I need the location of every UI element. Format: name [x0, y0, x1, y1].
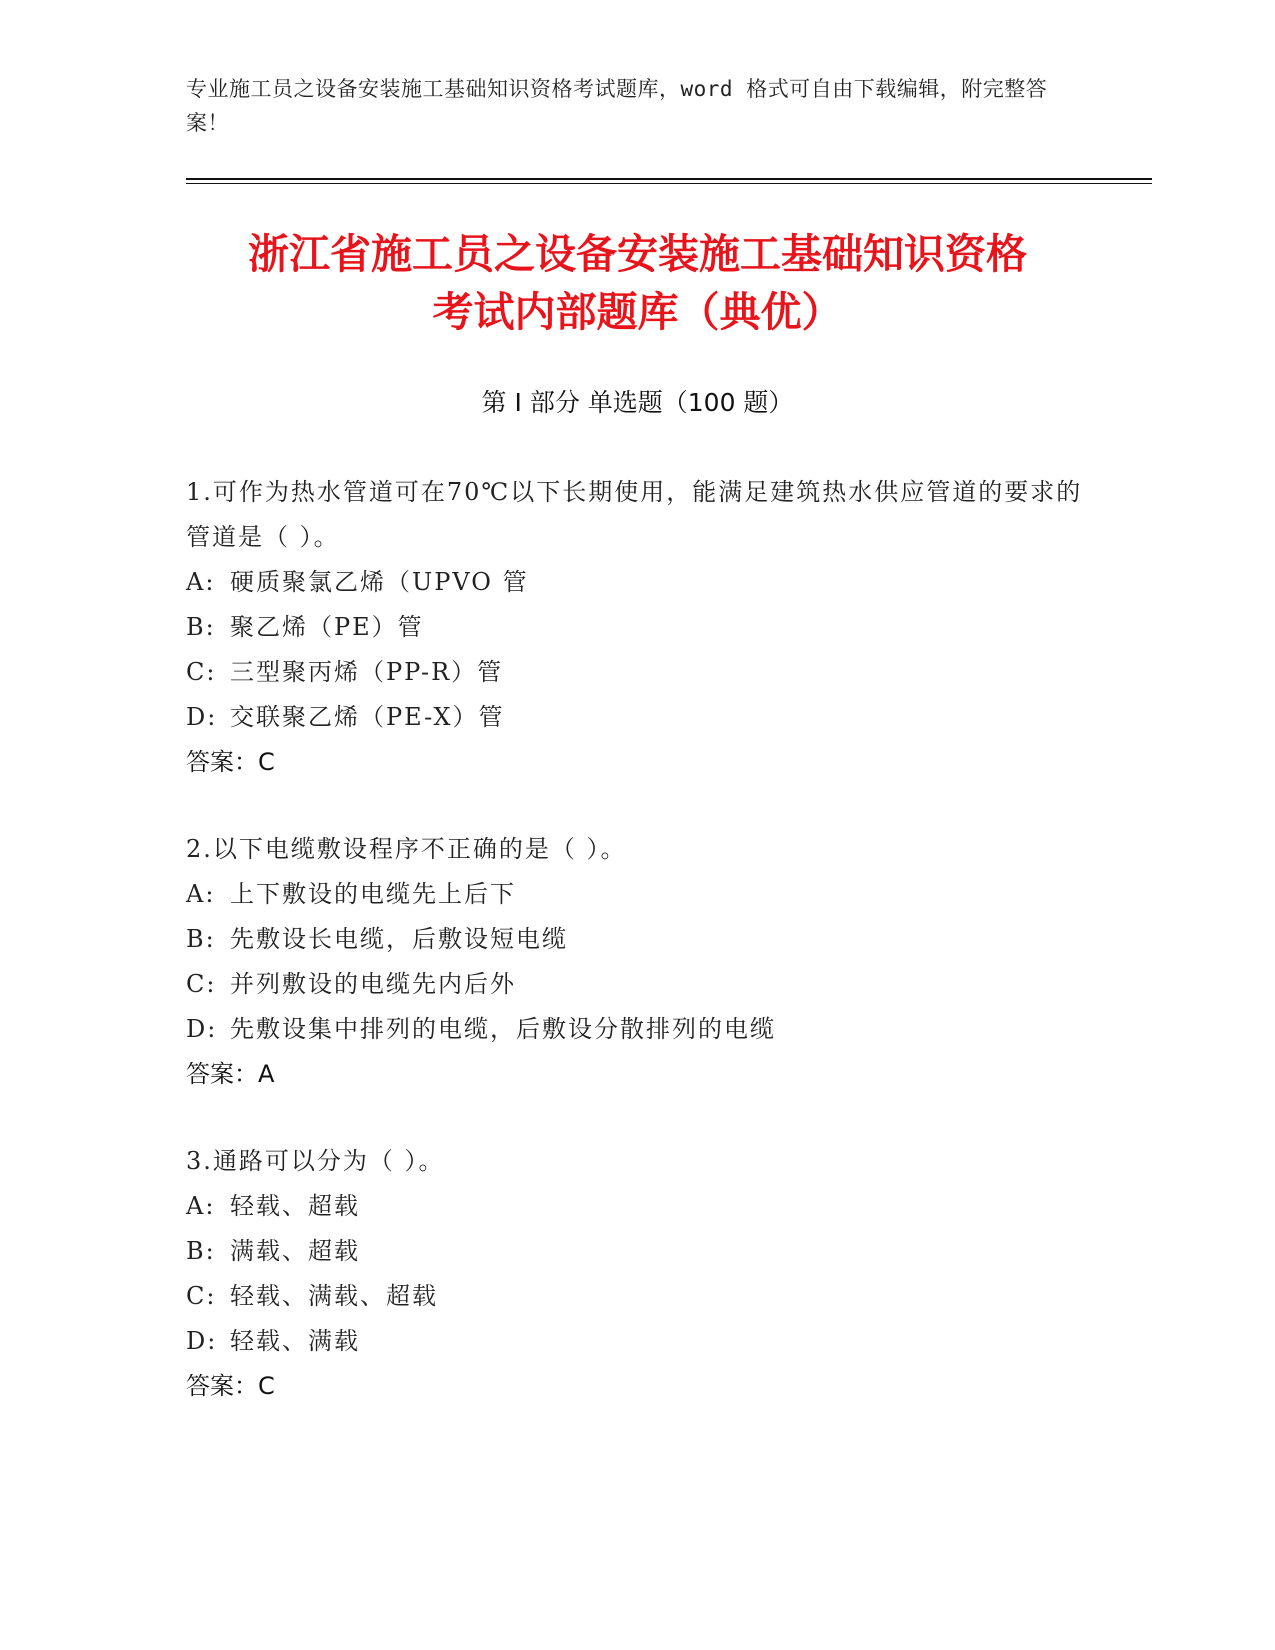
option-key: B: [186, 925, 216, 953]
option-d [186, 695, 1086, 740]
option-text: 先敷设集中排列的电缆，后敷设分散排列的电缆 [230, 1015, 776, 1043]
section-title: 第 I 部分 单选题（100 题） [481, 388, 794, 417]
option-key: D: [186, 1015, 218, 1043]
option-text: 先敷设长电缆，后敷设短电缆 [230, 925, 568, 953]
option-key: D: [186, 1327, 218, 1355]
document-title-line2: 考试内部题库（典优） [432, 288, 843, 336]
header-note: 专业施工员之设备安装施工基础知识资格考试题库，word 格式可自由下载编辑，附完整答案！ [186, 77, 1048, 135]
answer-line: 答案：A [186, 1060, 275, 1088]
option-b [186, 1229, 1086, 1274]
question-text: 2.以下电缆敷设程序不正确的是（ ）。 [186, 835, 627, 863]
option-a [186, 1184, 1086, 1229]
document-title-line1: 浙江省施工员之设备安装施工基础知识资格 [248, 230, 1027, 278]
option-text: 满载、超载 [230, 1237, 360, 1265]
option-text: 轻载、满载、超载 [230, 1282, 438, 1310]
option-text: 交联聚乙烯（PE-X）管 [230, 703, 505, 731]
option-text: 三型聚丙烯（PP-R）管 [230, 658, 504, 686]
option-key: D: [186, 703, 218, 731]
option-key: B: [186, 1237, 216, 1265]
question-list [186, 470, 1086, 1451]
option-b [186, 917, 1086, 962]
header-divider-thin [186, 183, 1152, 184]
option-text: 硬质聚氯乙烯（UPVO 管 [230, 568, 529, 596]
option-c [186, 962, 1086, 1007]
question-item [186, 1139, 1086, 1409]
option-c [186, 650, 1086, 695]
option-b [186, 605, 1086, 650]
option-d [186, 1007, 1086, 1052]
option-text: 轻载、满载 [230, 1327, 360, 1355]
document-title [140, 225, 1135, 341]
question-text: 1.可作为热水管道可在70℃以下长期使用，能满足建筑热水供应管道的要求的管道是（ ）。 [186, 478, 1083, 551]
option-text: 上下敷设的电缆先上后下 [230, 880, 516, 908]
option-text: 聚乙烯（PE）管 [230, 613, 424, 641]
answer-line: 答案：C [186, 1372, 275, 1400]
option-key: C: [186, 658, 217, 686]
option-key: A: [186, 880, 216, 908]
option-a [186, 872, 1086, 917]
question-item [186, 827, 1086, 1097]
question-item [186, 470, 1086, 785]
answer-line: 答案：C [186, 748, 275, 776]
option-c [186, 1274, 1086, 1319]
option-key: A: [186, 1192, 216, 1220]
option-d [186, 1319, 1086, 1364]
option-a [186, 560, 1086, 605]
option-key: B: [186, 613, 216, 641]
option-key: C: [186, 1282, 217, 1310]
header-divider [186, 178, 1152, 180]
option-key: A: [186, 568, 216, 596]
option-text: 轻载、超载 [230, 1192, 360, 1220]
option-text: 并列敷设的电缆先内后外 [230, 970, 516, 998]
option-key: C: [186, 970, 217, 998]
question-text: 3.通路可以分为（ ）。 [186, 1147, 445, 1175]
